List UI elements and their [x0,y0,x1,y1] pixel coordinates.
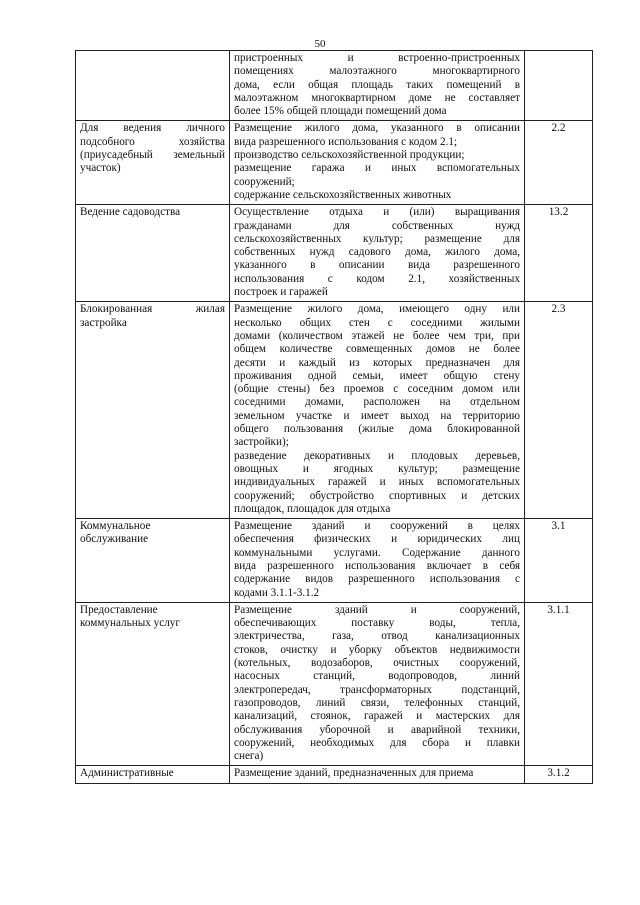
use-description-line: Размещение зданий и сооружений в целях [234,520,520,533]
use-description-line: электропередач, трансформаторных подстанций, [234,683,520,696]
use-description-line: гражданами для собственных нужд [234,219,520,232]
table-row [76,302,593,519]
use-description-line: стоков, очистку и уборку объектов недвижимости [234,643,520,656]
use-description-line: проживания одной семьи, имеет общую стену [234,369,520,382]
use-type-name-line: Предоставление [80,603,158,616]
use-code: 3.1.2 [547,767,570,780]
table-row [76,519,593,603]
use-description-line: сооружений, необходимых для сбора и плавки [234,736,520,749]
use-code-cell [525,302,593,519]
use-type-name-cell [76,51,230,121]
use-code-cell [525,766,593,783]
use-description-line: Осуществление отдыха и (или) выращивания [234,206,520,219]
use-description-line: Размещение жилого дома, указанного в описании [234,122,520,135]
use-type-name-line: Коммунальное [80,520,151,533]
use-description-line: более 15% общей площади помещений дома [234,105,447,118]
use-description-line: разведение декоративных и плодовых деревьев, [234,449,520,462]
use-description-line: дома, если общая площадь таких помещений в [234,78,520,91]
use-type-name-line: обслуживание [80,533,149,546]
use-description-line: сельскохозяйственных культур; размещение для [234,232,520,245]
table-body [76,51,593,784]
use-description-cell [230,519,525,603]
use-code: 3.1 [551,520,566,533]
page-number: 50 [314,38,326,50]
use-description-line: использования с кодом 2.1, хозяйственных [234,272,520,285]
use-description-line: размещение гаража и иных вспомогательных [234,162,520,175]
table-row [76,766,593,783]
use-description-line: Размещение жилого дома, имеющего одну или [234,303,520,316]
use-description-line: кодами 3.1.1-3.1.2 [234,586,320,599]
use-code: 2.3 [551,303,566,316]
use-description-line: (общие стены) без проемов с соседним домом или [234,383,520,396]
use-description-line: общего пользования (жилые дома блокированной [234,423,520,436]
use-description-line: земельном участке и имеет выход на территорию [234,409,520,422]
use-code-cell [525,602,593,766]
use-description-cell [230,121,525,205]
use-description-line: Размещение зданий, предназначенных для приема [234,767,474,780]
table-row [76,121,593,205]
use-description-line: вида разрешенного использования с кодом 2.1; [234,135,458,148]
use-description-line: десяти и каждый из которых предназначен для [234,356,520,369]
use-type-name-cell [76,766,230,783]
use-type-name-line: Для ведения личного [80,122,225,135]
use-type-name-line: Ведение садоводства [80,206,181,219]
use-description-line: производство сельскохозяйственной продукции; [234,149,465,162]
use-description-line: собственных нужд садового дома, жилого дома, [234,246,520,259]
use-description-line: обслуживания уборочной и аварийной техники, [234,723,520,736]
use-type-name-line: коммунальных услуг [80,617,180,630]
use-type-name-cell [76,602,230,766]
use-description-cell [230,205,525,302]
use-description-line: площадок, площадок для отдыха [234,502,391,515]
use-description-line: вида разрешенного использования включает в себя [234,559,520,572]
use-description-line: (котельных, водозаборов, очистных сооружений, [234,657,520,670]
use-type-name-line: Административные [80,767,174,780]
use-description-line: указанного в описании вида разрешенного [234,259,520,272]
use-description-cell [230,602,525,766]
use-code-cell [525,121,593,205]
use-description-line: построек и гаражей [234,286,328,299]
use-type-name-line: участок) [80,162,121,175]
use-type-name-cell [76,302,230,519]
use-type-name-line: подсобного хозяйства [80,135,225,148]
use-description-line: снега) [234,750,264,763]
use-description-line: содержание сельскохозяйственных животных [234,188,452,201]
table-row [76,205,593,302]
table-row [76,51,593,121]
use-code-cell [525,205,593,302]
use-description-line: домами (количеством этажей не более чем три, при [234,329,520,342]
use-description-line: застройки); [234,436,289,449]
use-description-cell [230,302,525,519]
use-code-cell [525,519,593,603]
use-code: 3.1.1 [547,603,570,616]
use-description-line: общем количестве совмещенных домов не более [234,343,520,356]
land-use-table [75,50,593,784]
use-type-name-cell [76,121,230,205]
use-description-line: несколько общих стен с соседними жилыми [234,316,520,329]
use-type-name-cell [76,519,230,603]
use-description-line: обеспечения физических и юридических лиц [234,533,520,546]
use-description-line: малоэтажном многоквартирном доме не составляет [234,91,520,104]
use-description-line: насосных станций, водопроводов, линий [234,670,520,683]
use-type-name-line: (приусадебный земельный [80,149,225,162]
use-description-cell [230,766,525,783]
use-description-line: помещениях малоэтажного многоквартирного [234,65,520,78]
use-description-line: Размещение зданий и сооружений, [234,603,520,616]
use-code-cell [525,51,593,121]
use-code: 2.2 [551,122,566,135]
use-type-name-cell [76,205,230,302]
use-description-line: электричества, газа, отвод канализационных [234,630,520,643]
use-description-cell [230,51,525,121]
use-description-line: обеспечивающих поставку воды, тепла, [234,617,520,630]
use-description-line: сооружений; обустройство спортивных и детских [234,489,520,502]
use-type-name-line: застройка [80,316,127,329]
use-description-line: индивидуальных гаражей и иных вспомогательных [234,476,520,489]
use-code: 13.2 [548,206,569,219]
use-description-line: пристроенных и встроенно-пристроенных [234,52,520,64]
use-description-line: овощных и ягодных культур; размещение [234,462,520,475]
use-description-line: газопроводов, линий связи, телефонных станций, [234,696,520,709]
use-description-line: содержание видов разрешенного использования с [234,573,520,586]
use-description-line: сооружений; [234,175,295,188]
use-description-line: канализаций, стоянок, гаражей и мастерских для [234,710,520,723]
table-row [76,602,593,766]
use-type-name-line: Блокированная жилая [80,303,225,316]
use-description-line: коммунальными услугами. Содержание данного [234,546,520,559]
use-description-line: соседними домами, расположен на отдельном [234,396,520,409]
